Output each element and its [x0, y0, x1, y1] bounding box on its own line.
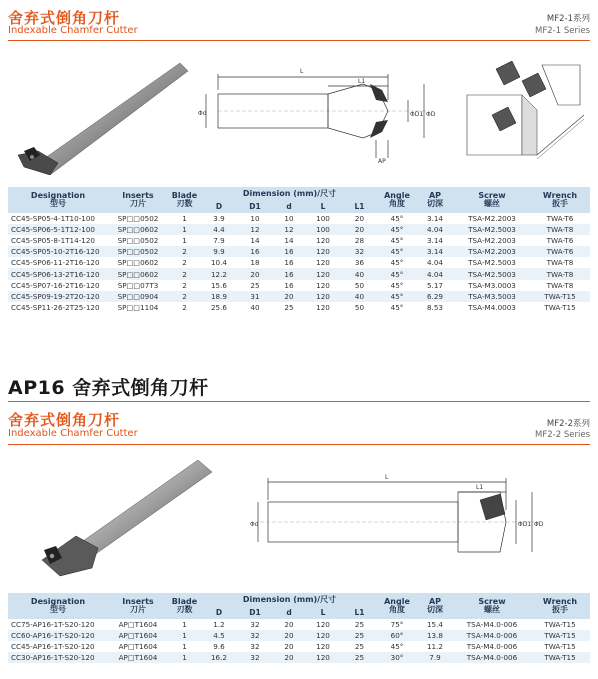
cell-l1: 32 [341, 246, 378, 257]
cell-angle: 60° [378, 630, 416, 641]
section2-technical-drawing [250, 470, 550, 570]
cell-d: 9.6 [213, 642, 225, 652]
cell-blade: 2 [168, 246, 201, 257]
cell-inserts: SP□□0502 [117, 236, 159, 246]
cell-l1: 25 [354, 642, 365, 652]
section2-top-rule [8, 401, 590, 402]
cell-screw: TSA-M4.0-006 [466, 642, 518, 652]
cell-l: 120 [316, 236, 330, 246]
cell-small-d: 25 [284, 302, 294, 312]
table-row [8, 213, 590, 224]
cell-l1: 20 [341, 224, 378, 235]
cell-angle: 45° [390, 258, 404, 268]
cell-designation: CC45-AP16-1T-S20-120 [11, 642, 95, 652]
cell-l1: 25 [354, 620, 365, 630]
cell-blade: 2 [182, 280, 187, 290]
table-row [8, 235, 590, 246]
cell-angle: 45° [378, 268, 416, 279]
cell-angle: 45° [378, 291, 416, 302]
cell-d1: 20 [237, 268, 273, 279]
cell-angle: 45° [390, 214, 404, 224]
cell-small-d: 14 [284, 236, 294, 246]
cell-blade: 1 [168, 224, 201, 235]
table-row [8, 291, 590, 302]
section2-drawing-dim-l1: L1 [476, 484, 484, 491]
cell-d1: 32 [237, 630, 273, 641]
header-dim-d1: D1 [237, 201, 273, 213]
header-blade: Blade 刃数 [168, 187, 201, 213]
cell-designation: CC30-AP16-1T-S20-120 [8, 652, 108, 663]
section2-series-en: MF2-2 Series [535, 430, 590, 440]
cell-l1: 20 [354, 214, 365, 224]
section2-drawing-dim-d: Φd [250, 521, 259, 528]
cell-inserts: SP□□0502 [117, 214, 159, 224]
cell-d: 1.2 [213, 620, 225, 630]
cell-small-d: 16 [284, 258, 294, 268]
cell-designation: CC45-SP06-11-2T16-120 [11, 258, 100, 268]
cell-l: 120 [305, 268, 341, 279]
table-row [8, 630, 590, 641]
cell-screw: TSA-M3.5003 [454, 291, 530, 302]
section1-title-cn: 舍弃式倒角刀杆 [8, 9, 121, 27]
cell-ap: 6.29 [416, 291, 454, 302]
header-dimension: Dimension (mm)/尺寸 [201, 593, 378, 607]
section2-spec-table [8, 593, 590, 663]
header-dimension: Dimension (mm)/尺寸 [201, 187, 378, 201]
section1-drawing-dim-d: Φd [198, 110, 207, 117]
cell-l: 120 [316, 280, 330, 290]
cell-d1: 32 [250, 642, 260, 652]
cell-designation: CC45-SP05-10-2T16-120 [8, 246, 108, 257]
table-row [8, 257, 590, 268]
cell-screw: TSA-M2.2003 [454, 246, 530, 257]
section1-series-en: MF2-1 Series [535, 26, 590, 36]
cell-wrench: TWA-T15 [544, 302, 576, 312]
cell-d1: 31 [237, 291, 273, 302]
cell-screw: TSA-M4.0-006 [454, 630, 530, 641]
cell-small-d: 16 [273, 246, 305, 257]
cell-inserts: AP□T1604 [108, 630, 168, 641]
header-designation: Designation 型号 [8, 593, 108, 619]
cell-l1: 40 [341, 291, 378, 302]
header-inserts: Inserts 刀片 [108, 593, 168, 619]
cell-inserts: SP□□0602 [108, 224, 168, 235]
cell-small-d: 20 [284, 620, 294, 630]
cell-l: 120 [316, 642, 330, 652]
cell-ap: 3.14 [426, 214, 443, 224]
cell-inserts: SP□□1104 [117, 302, 159, 312]
header-designation: Designation 型号 [8, 187, 108, 213]
cell-l: 120 [316, 258, 330, 268]
header-ap: AP 切深 [416, 593, 454, 619]
cell-blade: 2 [182, 258, 187, 268]
cell-angle: 75° [390, 620, 404, 630]
cell-small-d: 20 [273, 630, 305, 641]
cell-l: 120 [305, 246, 341, 257]
cell-l: 120 [305, 652, 341, 663]
cell-angle: 45° [390, 642, 404, 652]
cell-inserts: SP□□0904 [108, 291, 168, 302]
section2-drawing-dim-l: L [385, 474, 389, 481]
header-wrench: Wrench 扳手 [530, 187, 590, 213]
cell-d: 25.6 [210, 302, 227, 312]
cell-d1: 18 [250, 258, 260, 268]
cell-small-d: 16 [273, 268, 305, 279]
cell-ap: 3.14 [416, 246, 454, 257]
cell-wrench: TWA-T8 [530, 224, 590, 235]
section1-title-en: Indexable Chamfer Cutter [8, 25, 138, 36]
cell-small-d: 12 [273, 224, 305, 235]
header-dim-d: D [201, 201, 237, 213]
cell-blade: 2 [182, 302, 187, 312]
cell-screw: TSA-M2.5003 [454, 224, 530, 235]
cell-blade: 1 [168, 630, 201, 641]
cell-d: 4.5 [201, 630, 237, 641]
cell-designation: CC45-SP07-16-2T16-120 [11, 280, 100, 290]
cell-screw: TSA-M2.5003 [454, 268, 530, 279]
cell-inserts: SP□□0602 [117, 258, 159, 268]
cell-designation: CC60-AP16-1T-S20-120 [8, 630, 108, 641]
section1-tool-photo [10, 55, 190, 175]
table-row [8, 302, 590, 313]
cell-ap: 7.9 [416, 652, 454, 663]
cell-l: 120 [316, 302, 330, 312]
section1-drawing-dim-ap: AP [378, 158, 386, 165]
header-wrench: Wrench 扳手 [530, 593, 590, 619]
header-dim-d1: D1 [237, 607, 273, 619]
cell-d1: 10 [250, 214, 260, 224]
section2-title-cn: 舍弃式倒角刀杆 [8, 411, 121, 429]
cell-screw: TSA-M2.5003 [468, 258, 516, 268]
cell-d: 7.9 [213, 236, 225, 246]
cell-wrench: TWA-T8 [546, 258, 574, 268]
cell-ap: 4.04 [426, 258, 443, 268]
cell-l1: 28 [354, 236, 365, 246]
section1-spec-table [8, 187, 590, 313]
cell-d: 18.9 [201, 291, 237, 302]
cell-angle: 45° [378, 246, 416, 257]
cell-angle: 45° [390, 280, 404, 290]
section2-drawing-dim-bigd: ΦD [534, 521, 544, 528]
table-row [8, 280, 590, 291]
header-inserts: Inserts 刀片 [108, 187, 168, 213]
table-row [8, 246, 590, 257]
cell-angle: 45° [390, 302, 404, 312]
section1-application-sketch [462, 55, 590, 165]
cell-d: 9.9 [201, 246, 237, 257]
section1-drawing-dim-l: L [300, 68, 304, 75]
cell-angle: 30° [378, 652, 416, 663]
section2-tool-photo [20, 450, 220, 580]
cell-ap: 4.04 [416, 224, 454, 235]
cell-blade: 1 [182, 236, 187, 246]
cell-ap: 4.04 [416, 268, 454, 279]
cell-d: 12.2 [201, 268, 237, 279]
cell-designation: CC75-AP16-1T-S20-120 [11, 620, 95, 630]
cell-ap: 3.14 [426, 236, 443, 246]
table-row [8, 224, 590, 235]
cell-inserts: AP□T1604 [118, 620, 158, 630]
header-dim-d: D [201, 607, 237, 619]
cell-angle: 45° [378, 224, 416, 235]
header-angle: Angle 角度 [378, 593, 416, 619]
section1-drawing-dim-l1: L1 [358, 78, 366, 85]
table-row [8, 641, 590, 652]
cell-wrench: TWA-T6 [546, 214, 574, 224]
cell-l1: 25 [341, 630, 378, 641]
cell-wrench: TWA-T15 [530, 652, 590, 663]
cell-wrench: TWA-T15 [544, 642, 576, 652]
cell-small-d: 20 [273, 291, 305, 302]
header-blade: Blade 刃数 [168, 593, 201, 619]
cell-d: 16.2 [201, 652, 237, 663]
cell-ap: 13.8 [416, 630, 454, 641]
cell-screw: TSA-M4.0-006 [466, 620, 518, 630]
cell-l: 120 [305, 291, 341, 302]
cell-d1: 32 [237, 652, 273, 663]
cell-l: 120 [305, 630, 341, 641]
cell-l1: 40 [341, 268, 378, 279]
cell-blade: 1 [182, 214, 187, 224]
cell-designation: CC45-SP05-4-1T10-100 [11, 214, 96, 224]
header-angle: Angle 角度 [378, 187, 416, 213]
cell-blade: 1 [168, 652, 201, 663]
header-screw: Screw 螺丝 [454, 187, 530, 213]
cell-screw: TSA-M4.0003 [468, 302, 516, 312]
cell-wrench: TWA-T15 [544, 620, 576, 630]
section2-table-body [8, 619, 590, 663]
table-row [8, 268, 590, 279]
cell-small-d: 16 [284, 280, 294, 290]
section1-rule [8, 40, 590, 41]
cell-screw: TSA-M2.2003 [468, 236, 516, 246]
cell-designation: CC45-SP11-26-2T25-120 [11, 302, 100, 312]
cell-d1: 40 [250, 302, 260, 312]
cell-blade: 1 [182, 642, 187, 652]
cell-d: 15.6 [210, 280, 227, 290]
cell-designation: CC45-SP05-8-1T14-120 [11, 236, 96, 246]
cell-l: 120 [316, 620, 330, 630]
table-row [8, 619, 590, 630]
cell-inserts: SP□□0602 [108, 268, 168, 279]
cell-wrench: TWA-T6 [530, 246, 590, 257]
section1-drawing-dim-d1: ΦD1 [410, 111, 424, 118]
cell-ap: 15.4 [426, 620, 443, 630]
cell-l1: 25 [341, 652, 378, 663]
cell-l1: 36 [354, 258, 365, 268]
cell-designation: CC45-SP06-13-2T16-120 [8, 268, 108, 279]
cell-d: 4.4 [201, 224, 237, 235]
cell-wrench: TWA-T15 [530, 630, 590, 641]
cell-screw: TSA-M2.2003 [468, 214, 516, 224]
header-dim-l: L [305, 607, 341, 619]
cell-ap: 5.17 [426, 280, 443, 290]
cell-d1: 16 [237, 246, 273, 257]
section2-series-cn: MF2-2系列 [546, 419, 590, 429]
cell-d1: 32 [250, 620, 260, 630]
section1-drawing-dim-bigd: ΦD [426, 111, 436, 118]
cell-d: 10.4 [210, 258, 227, 268]
table-row [8, 652, 590, 663]
section2-rule [8, 444, 590, 445]
section2-big-title: AP16 舍弃式倒角刀杆 [8, 377, 209, 399]
cell-blade: 2 [168, 291, 201, 302]
cell-angle: 45° [390, 236, 404, 246]
cell-l: 100 [305, 224, 341, 235]
header-screw: Screw 螺丝 [454, 593, 530, 619]
cell-inserts: AP□T1604 [108, 652, 168, 663]
cell-l1: 50 [354, 280, 365, 290]
cell-d1: 14 [250, 236, 260, 246]
cell-inserts: AP□T1604 [118, 642, 158, 652]
cell-designation: CC45-SP06-5-1T12-100 [8, 224, 108, 235]
cell-d1: 12 [237, 224, 273, 235]
section1-series-cn: MF2-1系列 [546, 14, 590, 24]
header-ap: AP 切深 [416, 187, 454, 213]
cell-designation: CC45-SP09-19-2T20-120 [8, 291, 108, 302]
header-dim-l1: L1 [341, 201, 378, 213]
cell-d1: 25 [250, 280, 260, 290]
header-dim-small-d: d [273, 201, 305, 213]
cell-wrench: TWA-T8 [546, 280, 574, 290]
section2-title-en: Indexable Chamfer Cutter [8, 428, 138, 439]
cell-blade: 1 [182, 620, 187, 630]
section1-technical-drawing [188, 60, 438, 165]
cell-l: 100 [316, 214, 330, 224]
cell-screw: TSA-M3.0003 [468, 280, 516, 290]
cell-d: 3.9 [213, 214, 225, 224]
cell-inserts: SP□□07T3 [117, 280, 159, 290]
cell-small-d: 10 [284, 214, 294, 224]
cell-wrench: TWA-T8 [530, 268, 590, 279]
header-dim-l: L [305, 201, 341, 213]
header-dim-l1: L1 [341, 607, 378, 619]
header-dim-small-d: d [273, 607, 305, 619]
cell-small-d: 20 [273, 652, 305, 663]
section1-table-body [8, 213, 590, 313]
cell-wrench: TWA-T6 [546, 236, 574, 246]
cell-blade: 2 [168, 268, 201, 279]
cell-wrench: TWA-T15 [530, 291, 590, 302]
cell-ap: 8.53 [426, 302, 443, 312]
cell-small-d: 20 [284, 642, 294, 652]
cell-l1: 50 [354, 302, 365, 312]
cell-ap: 11.2 [426, 642, 443, 652]
section2-drawing-dim-d1: ΦD1 [518, 521, 532, 528]
cell-inserts: SP□□0502 [108, 246, 168, 257]
cell-screw: TSA-M4.0-006 [454, 652, 530, 663]
